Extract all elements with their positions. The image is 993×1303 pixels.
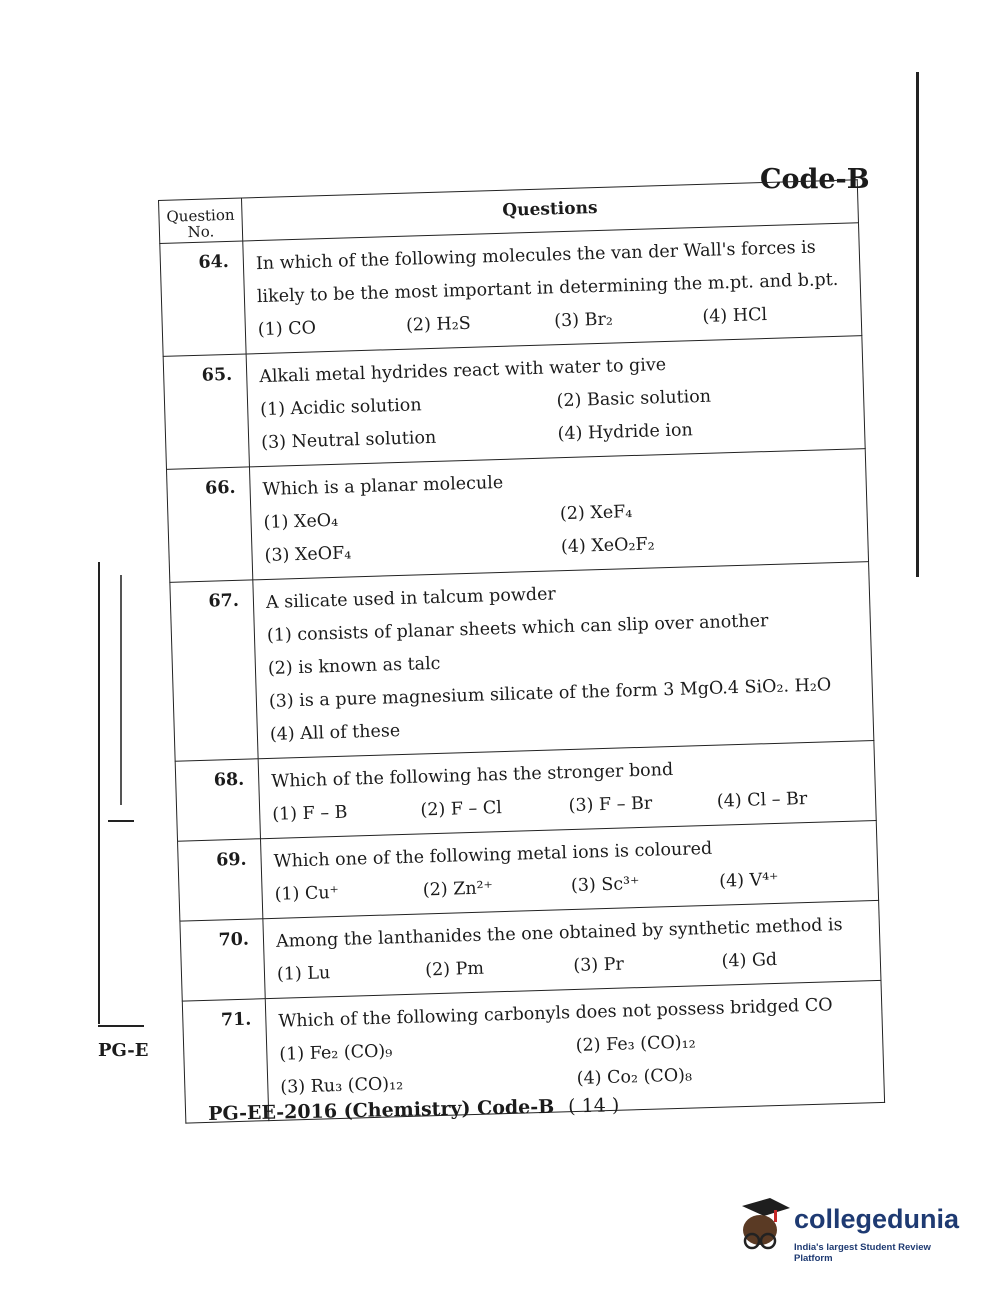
option: (1) Fe₂ (CO)₉	[279, 1041, 393, 1065]
option: (1) Cu⁺	[274, 882, 340, 905]
question-cell	[246, 336, 865, 467]
option: (4) V⁴⁺	[718, 869, 779, 892]
option: (4) Cl – Br	[716, 789, 808, 812]
option: (3) Pr	[573, 954, 625, 977]
right-edge-line	[916, 72, 919, 577]
question-text: A silicate used in talcum powder	[265, 584, 557, 613]
question-number: 70.	[180, 919, 265, 1001]
question-row	[166, 449, 868, 583]
left-edge-line	[120, 575, 122, 805]
option: (1) consists of planar sheets which can slip over another	[266, 611, 769, 646]
question-number: 68.	[175, 759, 260, 841]
option: (2) is known as talc	[267, 653, 441, 679]
question-row	[160, 223, 862, 357]
option: (2) Fe₃ (CO)₁₂	[575, 1032, 696, 1056]
question-row	[170, 562, 874, 762]
question-text: Among the lanthanides the one obtained by synthetic method is	[275, 915, 843, 952]
option: (4) Co₂ (CO)₈	[576, 1065, 693, 1089]
logo-name: collegedunia	[794, 1204, 960, 1234]
option: (2) XeF₄	[559, 502, 633, 525]
question-number: 69.	[178, 839, 263, 921]
code-label: Code-B	[760, 164, 870, 195]
left-edge-line	[98, 562, 100, 1024]
footer-title: PG-EE-2016 (Chemistry) Code-B	[208, 1095, 555, 1125]
option: (1) Acidic solution	[259, 395, 422, 421]
option: (1) CO	[257, 318, 317, 341]
option: (1) XeO₄	[263, 510, 339, 534]
question-cell	[253, 562, 874, 759]
option: (2) Pm	[424, 958, 485, 981]
option: (1) F – B	[271, 802, 348, 825]
question-number: 71.	[182, 999, 269, 1123]
question-text: Which one of the following metal ions is coloured	[273, 838, 713, 872]
option: (3) Neutral solution	[260, 427, 437, 454]
option: (3) Sc³⁺	[570, 874, 640, 897]
question-table	[158, 179, 885, 1123]
option: (1) Lu	[276, 963, 331, 985]
option: (4) Gd	[721, 949, 778, 972]
question-cell	[243, 223, 862, 354]
question-text: Alkali metal hydrides react with water to give	[259, 355, 667, 388]
question-text: Which of the following has the stronger bond	[271, 759, 674, 792]
question-number: 65.	[163, 354, 249, 469]
margin-label: PG-E	[98, 1040, 149, 1061]
margin-tick-line	[108, 820, 134, 822]
option: (3) XeOF₄	[264, 543, 352, 566]
question-text: Which is a planar molecule	[262, 472, 504, 501]
margin-tick-line	[98, 1025, 144, 1027]
option: (2) H₂S	[405, 313, 471, 336]
page-number: ( 14 )	[567, 1094, 620, 1118]
option: (3) F – Br	[568, 793, 653, 817]
question-table-wrapper	[158, 179, 897, 1110]
mascot-icon	[738, 1196, 794, 1258]
collegedunia-logo	[738, 1196, 970, 1266]
question-row	[163, 336, 865, 470]
option: (4) Hydride ion	[557, 420, 694, 445]
question-text: In which of the following molecules the van der Wall's forces is likely to be the most important in determining the m.pt. and b.pt.	[255, 237, 839, 308]
option: (3) Br₂	[553, 309, 614, 332]
option: (4) HCl	[702, 304, 768, 327]
option: (4) All of these	[269, 721, 401, 745]
option: (3) Ru₃ (CO)₁₂	[280, 1074, 404, 1098]
question-cell	[249, 449, 868, 580]
logo-tagline: India's largest Student Review Platform	[794, 1242, 931, 1264]
question-number: 66.	[166, 467, 252, 582]
question-number-header: Question No.	[159, 198, 243, 243]
question-text: Which of the following carbonyls does not possess bridged CO	[278, 995, 833, 1032]
option: (4) XeO₂F₂	[560, 534, 655, 558]
question-number: 67.	[170, 580, 258, 761]
question-number: 64.	[160, 241, 246, 356]
questions-header: Questions	[241, 180, 858, 241]
option: (2) F – Cl	[420, 798, 503, 821]
options	[267, 602, 864, 752]
option: (2) Basic solution	[556, 386, 712, 412]
option: (2) Zn²⁺	[422, 878, 494, 901]
option: (3) is a pure magnesium silicate of the form 3 MgO.4 SiO₂. H₂O	[268, 675, 832, 712]
